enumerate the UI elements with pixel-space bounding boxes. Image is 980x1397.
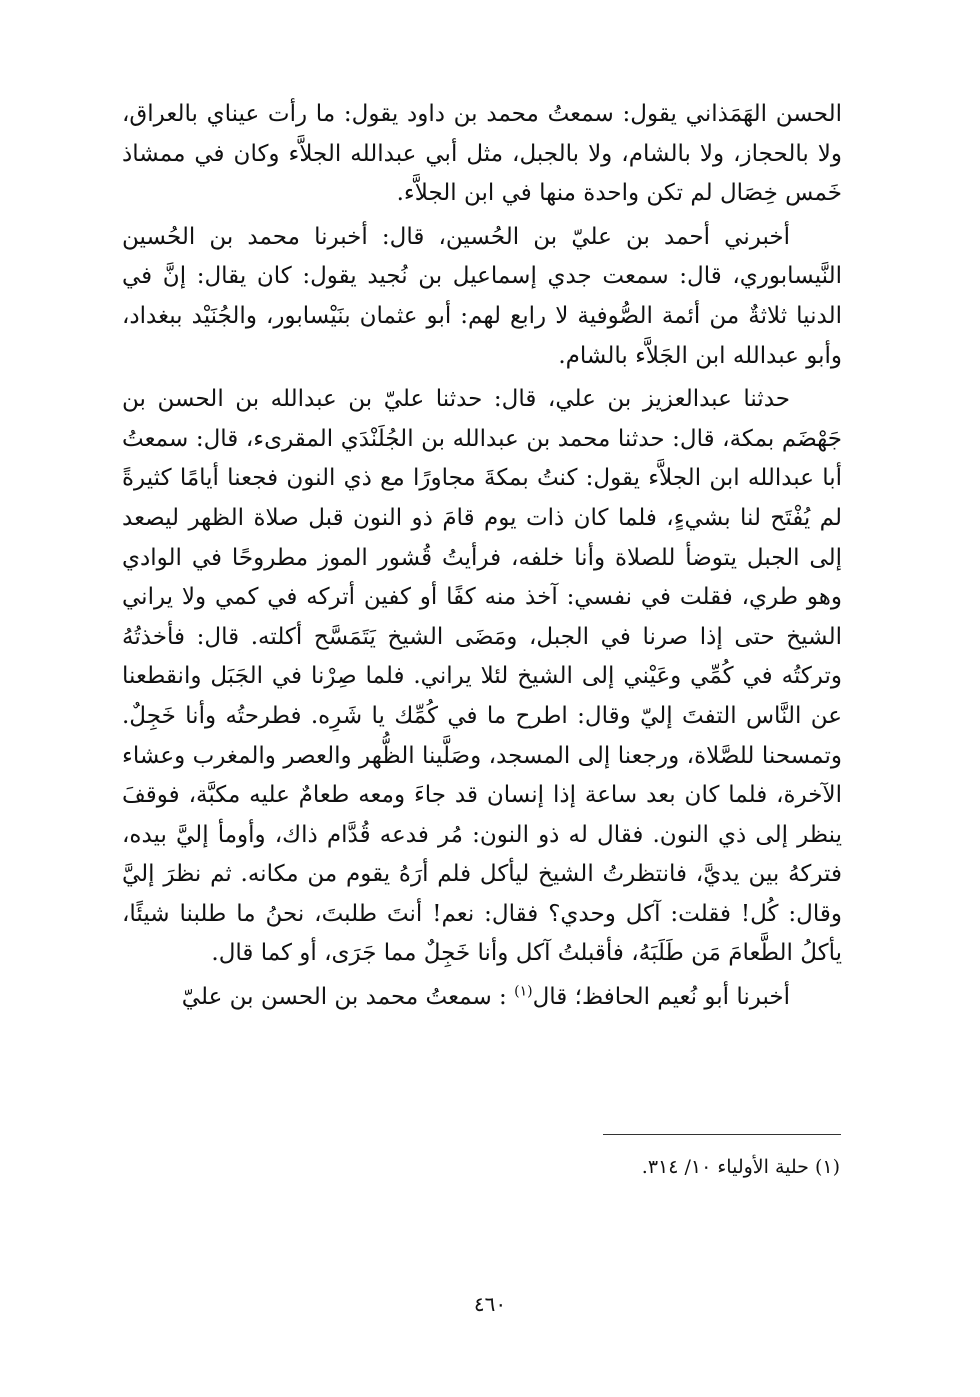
paragraph-3: حدثنا عبدالعزيز بن علي، قال: حدثنا عليّ بن عبدالله بن الحسن بن جَهْضَم بمكة، قال: حدثنا محمد بن عبدالله بن الجُلَنْدَي المقرىء، قال: سمعتُ أبا عبدالله ابن الجلاَّء يقول: كنتُ بمكةَ مجاورًا مع ذي النون فجعنا أيامًا كثيرةً لم يُفْتَح لنا بشيءٍ، فلما كان ذات يوم قامَ ذو النون قبل صلاة الظهر ليصعد إلى الجبل يتوضأ للصلاة وأنا خلفه، فرأيتُ قُشور الموز مطروحًا في الوادي وهو طري، فقلت في نفسي: آخذ منه كفًا أو كفين أتركه في كمي ولا يراني الشيخ حتى إذا صرنا في الجبل، ومَضَى الشيخ يَتَمَسَّح أكلته. قال: فأخذتُهُ وتركتُه في كُمِّي وعَيْني إلى الشيخ لئلا يراني. فلما صِرْنا في الجَبَل وانقطعنا عن النَّاس التفتَ إليّ وقال: اطرح ما في كُمِّك يا شَرِه. فطرحتُه وأنا خَجِلٌ. وتمسحنا للصَّلاة، ورجعنا إلى المسجد، وصَلَّينا الظُّهر والعصر والمغرب وعشاء الآخرة، فلما كان بعد ساعة إذا إنسان قد جاءَ ومعه طعامٌ عليه مكبَّة، فوقفَ ينظر إلى ذي النون. فقال له ذو النون: مُر فدعه قُدَّام ذاك، وأومأ إليَّ بيده، فتركهُ بين يديَّ، فانتظرتُ الشيخ ليأكل فلم أرَهُ يقوم من مكانه. ثم نظرَ إليَّ وقال: كُل! فقلت: آكل وحدي؟ فقال: نعم! أنتَ طلبتَ، نحنُ ما طلبنا شيئًا، يأكلُ الطَّعامَ مَن طَلَبَهُ، فأقبلتُ آكل وأنا خَجِلٌ مما جَرَى، أو كما قال. (122, 386, 842, 967)
footnote-reference: (١) (514, 983, 533, 1000)
page-number: ٤٦٠ (473, 1292, 507, 1316)
main-text (122, 95, 842, 1018)
footnote-divider (603, 1134, 841, 1135)
paragraph-4 (122, 978, 842, 1018)
footnote: (١) حلية الأولياء ١٠/ ٣١٤. (641, 1156, 840, 1178)
paragraph-4-start: أخبرنا أبو نُعيم الحافظ؛ قال (532, 984, 790, 1011)
paragraph-1: الحسن الهَمَذاني يقول: سمعتُ محمد بن داود يقول: ما رأت عيناي بالعراق، ولا بالحجاز، ولا بالشام، ولا بالجبل، مثل أبي عبدالله الجلاَّء وكان في ممشاذ خَمس خِصَال لم تكن واحدة منها في ابن الجلاَّء. (122, 101, 842, 207)
paragraph-2: أخبرني أحمد بن عليّ بن الحُسين، قال: أخبرنا محمد بن الحُسين النَّيسابوري، قال: سمعت جدي إسماعيل بن نُجيد يقول: كان يقال: إنَّ في الدنيا ثلاثةٌ من أئمة الصُّوفية لا رابع لهم: أبو عثمان بنَيْسابور، والجُنَيْد ببغداد، وأبو عبدالله ابن الجَلاَّء بالشام. (122, 223, 842, 369)
paragraph-4-end: : سمعتُ محمد بن الحسن بن عليّ (181, 984, 507, 1011)
